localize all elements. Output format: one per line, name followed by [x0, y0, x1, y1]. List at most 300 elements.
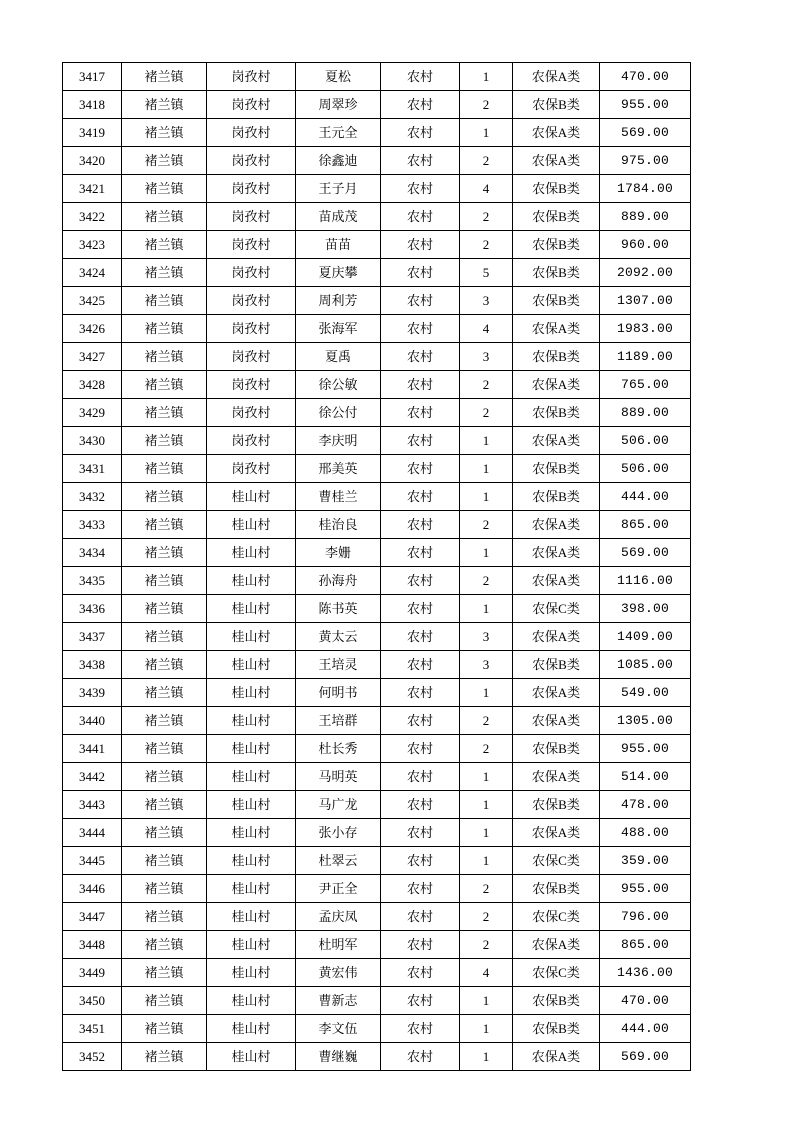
cell-village: 桂山村 — [207, 1043, 296, 1071]
cell-village: 桂山村 — [207, 847, 296, 875]
table-row — [63, 1043, 691, 1071]
cell-amount: 865.00 — [600, 511, 691, 539]
cell-category: 农保A类 — [513, 539, 600, 567]
cell-amount: 1409.00 — [600, 623, 691, 651]
cell-count: 4 — [460, 175, 513, 203]
cell-category: 农保C类 — [513, 903, 600, 931]
cell-category: 农保B类 — [513, 1015, 600, 1043]
cell-household-type: 农村 — [381, 147, 460, 175]
cell-category: 农保A类 — [513, 679, 600, 707]
table-row — [63, 371, 691, 399]
table-row — [63, 147, 691, 175]
cell-village: 桂山村 — [207, 735, 296, 763]
cell-id: 3418 — [63, 91, 122, 119]
cell-name: 张小存 — [296, 819, 381, 847]
cell-category: 农保A类 — [513, 371, 600, 399]
cell-amount: 506.00 — [600, 455, 691, 483]
cell-town: 褚兰镇 — [122, 119, 207, 147]
cell-count: 2 — [460, 875, 513, 903]
cell-village: 岗孜村 — [207, 287, 296, 315]
cell-household-type: 农村 — [381, 931, 460, 959]
cell-count: 3 — [460, 287, 513, 315]
cell-amount: 444.00 — [600, 1015, 691, 1043]
cell-town: 褚兰镇 — [122, 623, 207, 651]
table-row — [63, 483, 691, 511]
cell-household-type: 农村 — [381, 371, 460, 399]
cell-town: 褚兰镇 — [122, 651, 207, 679]
cell-amount: 960.00 — [600, 231, 691, 259]
cell-amount: 1085.00 — [600, 651, 691, 679]
cell-household-type: 农村 — [381, 791, 460, 819]
table-row — [63, 959, 691, 987]
cell-town: 褚兰镇 — [122, 539, 207, 567]
cell-id: 3425 — [63, 287, 122, 315]
cell-category: 农保A类 — [513, 511, 600, 539]
cell-count: 2 — [460, 371, 513, 399]
cell-id: 3436 — [63, 595, 122, 623]
cell-category: 农保B类 — [513, 791, 600, 819]
cell-id: 3445 — [63, 847, 122, 875]
cell-count: 2 — [460, 735, 513, 763]
cell-household-type: 农村 — [381, 875, 460, 903]
cell-amount: 569.00 — [600, 119, 691, 147]
cell-household-type: 农村 — [381, 511, 460, 539]
cell-town: 褚兰镇 — [122, 707, 207, 735]
cell-category: 农保B类 — [513, 259, 600, 287]
cell-id: 3447 — [63, 903, 122, 931]
cell-village: 桂山村 — [207, 651, 296, 679]
cell-town: 褚兰镇 — [122, 987, 207, 1015]
cell-household-type: 农村 — [381, 959, 460, 987]
cell-amount: 2092.00 — [600, 259, 691, 287]
cell-amount: 1784.00 — [600, 175, 691, 203]
cell-household-type: 农村 — [381, 595, 460, 623]
cell-name: 杜明军 — [296, 931, 381, 959]
cell-category: 农保B类 — [513, 231, 600, 259]
cell-town: 褚兰镇 — [122, 455, 207, 483]
cell-count: 2 — [460, 511, 513, 539]
cell-amount: 975.00 — [600, 147, 691, 175]
cell-household-type: 农村 — [381, 175, 460, 203]
cell-id: 3421 — [63, 175, 122, 203]
cell-id: 3434 — [63, 539, 122, 567]
cell-village: 岗孜村 — [207, 119, 296, 147]
cell-name: 李姗 — [296, 539, 381, 567]
table-row — [63, 315, 691, 343]
table-body — [63, 63, 691, 1071]
beneficiary-table — [62, 62, 691, 1071]
cell-household-type: 农村 — [381, 679, 460, 707]
table-row — [63, 231, 691, 259]
cell-count: 1 — [460, 847, 513, 875]
cell-amount: 865.00 — [600, 931, 691, 959]
cell-count: 1 — [460, 427, 513, 455]
cell-name: 孟庆凤 — [296, 903, 381, 931]
cell-count: 2 — [460, 707, 513, 735]
cell-category: 农保B类 — [513, 455, 600, 483]
cell-amount: 470.00 — [600, 63, 691, 91]
table-row — [63, 791, 691, 819]
cell-household-type: 农村 — [381, 63, 460, 91]
cell-name: 徐鑫迪 — [296, 147, 381, 175]
cell-town: 褚兰镇 — [122, 399, 207, 427]
cell-id: 3432 — [63, 483, 122, 511]
cell-category: 农保C类 — [513, 595, 600, 623]
cell-village: 岗孜村 — [207, 203, 296, 231]
cell-name: 王培群 — [296, 707, 381, 735]
cell-name: 杜长秀 — [296, 735, 381, 763]
cell-household-type: 农村 — [381, 567, 460, 595]
cell-id: 3452 — [63, 1043, 122, 1071]
cell-town: 褚兰镇 — [122, 959, 207, 987]
cell-count: 3 — [460, 623, 513, 651]
cell-name: 夏庆攀 — [296, 259, 381, 287]
cell-name: 桂治良 — [296, 511, 381, 539]
cell-count: 1 — [460, 539, 513, 567]
cell-town: 褚兰镇 — [122, 259, 207, 287]
cell-category: 农保A类 — [513, 1043, 600, 1071]
table-row — [63, 651, 691, 679]
cell-id: 3428 — [63, 371, 122, 399]
cell-id: 3443 — [63, 791, 122, 819]
table-row — [63, 119, 691, 147]
cell-household-type: 农村 — [381, 539, 460, 567]
cell-household-type: 农村 — [381, 1015, 460, 1043]
cell-village: 桂山村 — [207, 959, 296, 987]
cell-village: 岗孜村 — [207, 175, 296, 203]
table-row — [63, 819, 691, 847]
cell-amount: 955.00 — [600, 875, 691, 903]
table-row — [63, 511, 691, 539]
cell-name: 夏松 — [296, 63, 381, 91]
cell-category: 农保A类 — [513, 567, 600, 595]
cell-town: 褚兰镇 — [122, 287, 207, 315]
cell-id: 3423 — [63, 231, 122, 259]
cell-village: 岗孜村 — [207, 399, 296, 427]
cell-count: 1 — [460, 819, 513, 847]
cell-amount: 444.00 — [600, 483, 691, 511]
cell-town: 褚兰镇 — [122, 791, 207, 819]
cell-name: 周利芳 — [296, 287, 381, 315]
table-row — [63, 595, 691, 623]
cell-name: 何明书 — [296, 679, 381, 707]
cell-id: 3451 — [63, 1015, 122, 1043]
cell-id: 3442 — [63, 763, 122, 791]
cell-id: 3439 — [63, 679, 122, 707]
cell-town: 褚兰镇 — [122, 903, 207, 931]
table-row — [63, 623, 691, 651]
cell-household-type: 农村 — [381, 203, 460, 231]
cell-id: 3438 — [63, 651, 122, 679]
cell-count: 2 — [460, 567, 513, 595]
cell-name: 曹新志 — [296, 987, 381, 1015]
cell-town: 褚兰镇 — [122, 847, 207, 875]
cell-town: 褚兰镇 — [122, 147, 207, 175]
cell-town: 褚兰镇 — [122, 63, 207, 91]
cell-amount: 889.00 — [600, 399, 691, 427]
table-row — [63, 539, 691, 567]
cell-id: 3422 — [63, 203, 122, 231]
cell-id: 3435 — [63, 567, 122, 595]
cell-count: 1 — [460, 595, 513, 623]
cell-amount: 955.00 — [600, 91, 691, 119]
cell-amount: 549.00 — [600, 679, 691, 707]
cell-name: 曹桂兰 — [296, 483, 381, 511]
cell-name: 尹正全 — [296, 875, 381, 903]
cell-count: 4 — [460, 959, 513, 987]
cell-count: 5 — [460, 259, 513, 287]
cell-name: 李庆明 — [296, 427, 381, 455]
cell-household-type: 农村 — [381, 735, 460, 763]
cell-count: 3 — [460, 343, 513, 371]
table-row — [63, 399, 691, 427]
cell-name: 周翠珍 — [296, 91, 381, 119]
cell-household-type: 农村 — [381, 343, 460, 371]
cell-town: 褚兰镇 — [122, 427, 207, 455]
cell-amount: 470.00 — [600, 987, 691, 1015]
cell-id: 3431 — [63, 455, 122, 483]
cell-id: 3440 — [63, 707, 122, 735]
table-row — [63, 987, 691, 1015]
cell-village: 桂山村 — [207, 511, 296, 539]
cell-name: 徐公付 — [296, 399, 381, 427]
cell-village: 桂山村 — [207, 567, 296, 595]
cell-household-type: 农村 — [381, 119, 460, 147]
cell-household-type: 农村 — [381, 819, 460, 847]
cell-household-type: 农村 — [381, 1043, 460, 1071]
cell-town: 褚兰镇 — [122, 819, 207, 847]
cell-category: 农保A类 — [513, 707, 600, 735]
cell-category: 农保A类 — [513, 315, 600, 343]
cell-amount: 506.00 — [600, 427, 691, 455]
cell-village: 岗孜村 — [207, 455, 296, 483]
cell-count: 2 — [460, 203, 513, 231]
cell-town: 褚兰镇 — [122, 931, 207, 959]
cell-town: 褚兰镇 — [122, 595, 207, 623]
cell-name: 王元全 — [296, 119, 381, 147]
cell-count: 1 — [460, 791, 513, 819]
cell-village: 岗孜村 — [207, 91, 296, 119]
cell-household-type: 农村 — [381, 623, 460, 651]
cell-village: 岗孜村 — [207, 63, 296, 91]
cell-name: 黄宏伟 — [296, 959, 381, 987]
cell-category: 农保B类 — [513, 203, 600, 231]
table-row — [63, 903, 691, 931]
cell-count: 1 — [460, 987, 513, 1015]
table-row — [63, 455, 691, 483]
cell-village: 岗孜村 — [207, 315, 296, 343]
cell-amount: 1305.00 — [600, 707, 691, 735]
cell-category: 农保A类 — [513, 763, 600, 791]
table-row — [63, 175, 691, 203]
cell-name: 杜翠云 — [296, 847, 381, 875]
cell-village: 桂山村 — [207, 819, 296, 847]
cell-village: 桂山村 — [207, 539, 296, 567]
cell-town: 褚兰镇 — [122, 371, 207, 399]
cell-amount: 1436.00 — [600, 959, 691, 987]
cell-village: 岗孜村 — [207, 427, 296, 455]
cell-town: 褚兰镇 — [122, 1015, 207, 1043]
cell-town: 褚兰镇 — [122, 315, 207, 343]
cell-category: 农保C类 — [513, 959, 600, 987]
cell-count: 1 — [460, 679, 513, 707]
cell-category: 农保B类 — [513, 651, 600, 679]
table-row — [63, 735, 691, 763]
cell-category: 农保A类 — [513, 819, 600, 847]
cell-id: 3450 — [63, 987, 122, 1015]
cell-amount: 765.00 — [600, 371, 691, 399]
cell-amount: 1983.00 — [600, 315, 691, 343]
cell-amount: 569.00 — [600, 1043, 691, 1071]
cell-village: 桂山村 — [207, 903, 296, 931]
cell-town: 褚兰镇 — [122, 203, 207, 231]
cell-name: 马广龙 — [296, 791, 381, 819]
cell-village: 桂山村 — [207, 595, 296, 623]
cell-id: 3426 — [63, 315, 122, 343]
cell-id: 3448 — [63, 931, 122, 959]
cell-category: 农保B类 — [513, 175, 600, 203]
cell-id: 3430 — [63, 427, 122, 455]
table-row — [63, 875, 691, 903]
cell-village: 桂山村 — [207, 623, 296, 651]
cell-name: 徐公敏 — [296, 371, 381, 399]
table-row — [63, 91, 691, 119]
cell-count: 1 — [460, 483, 513, 511]
table-row — [63, 287, 691, 315]
cell-town: 褚兰镇 — [122, 231, 207, 259]
cell-amount: 488.00 — [600, 819, 691, 847]
cell-id: 3449 — [63, 959, 122, 987]
cell-count: 2 — [460, 91, 513, 119]
cell-count: 3 — [460, 651, 513, 679]
cell-village: 桂山村 — [207, 791, 296, 819]
table-row — [63, 763, 691, 791]
cell-id: 3444 — [63, 819, 122, 847]
cell-village: 岗孜村 — [207, 343, 296, 371]
cell-name: 邢美英 — [296, 455, 381, 483]
cell-name: 王培灵 — [296, 651, 381, 679]
cell-id: 3437 — [63, 623, 122, 651]
cell-amount: 889.00 — [600, 203, 691, 231]
cell-name: 苗成茂 — [296, 203, 381, 231]
cell-village: 桂山村 — [207, 763, 296, 791]
cell-town: 褚兰镇 — [122, 1043, 207, 1071]
cell-count: 2 — [460, 231, 513, 259]
cell-count: 1 — [460, 763, 513, 791]
cell-amount: 359.00 — [600, 847, 691, 875]
cell-id: 3420 — [63, 147, 122, 175]
cell-category: 农保B类 — [513, 399, 600, 427]
cell-town: 褚兰镇 — [122, 735, 207, 763]
cell-village: 桂山村 — [207, 875, 296, 903]
cell-amount: 1189.00 — [600, 343, 691, 371]
cell-village: 桂山村 — [207, 679, 296, 707]
cell-amount: 478.00 — [600, 791, 691, 819]
cell-name: 张海军 — [296, 315, 381, 343]
cell-village: 桂山村 — [207, 707, 296, 735]
cell-household-type: 农村 — [381, 287, 460, 315]
cell-amount: 955.00 — [600, 735, 691, 763]
cell-household-type: 农村 — [381, 315, 460, 343]
cell-name: 马明英 — [296, 763, 381, 791]
cell-count: 1 — [460, 119, 513, 147]
cell-amount: 569.00 — [600, 539, 691, 567]
cell-household-type: 农村 — [381, 455, 460, 483]
cell-id: 3429 — [63, 399, 122, 427]
cell-village: 岗孜村 — [207, 147, 296, 175]
cell-category: 农保A类 — [513, 931, 600, 959]
table-row — [63, 259, 691, 287]
cell-town: 褚兰镇 — [122, 511, 207, 539]
cell-count: 4 — [460, 315, 513, 343]
cell-category: 农保B类 — [513, 987, 600, 1015]
cell-name: 黄太云 — [296, 623, 381, 651]
cell-household-type: 农村 — [381, 91, 460, 119]
cell-town: 褚兰镇 — [122, 763, 207, 791]
cell-village: 桂山村 — [207, 931, 296, 959]
cell-id: 3419 — [63, 119, 122, 147]
table-row — [63, 1015, 691, 1043]
cell-household-type: 农村 — [381, 483, 460, 511]
cell-name: 陈书英 — [296, 595, 381, 623]
cell-name: 王子月 — [296, 175, 381, 203]
cell-household-type: 农村 — [381, 651, 460, 679]
cell-count: 2 — [460, 903, 513, 931]
cell-id: 3427 — [63, 343, 122, 371]
cell-count: 1 — [460, 63, 513, 91]
cell-household-type: 农村 — [381, 231, 460, 259]
cell-town: 褚兰镇 — [122, 483, 207, 511]
cell-household-type: 农村 — [381, 847, 460, 875]
table-row — [63, 63, 691, 91]
cell-name: 孙海舟 — [296, 567, 381, 595]
table-row — [63, 679, 691, 707]
cell-category: 农保A类 — [513, 147, 600, 175]
cell-town: 褚兰镇 — [122, 875, 207, 903]
cell-village: 岗孜村 — [207, 231, 296, 259]
table-row — [63, 931, 691, 959]
cell-household-type: 农村 — [381, 903, 460, 931]
cell-name: 夏禹 — [296, 343, 381, 371]
cell-count: 2 — [460, 931, 513, 959]
cell-town: 褚兰镇 — [122, 679, 207, 707]
cell-town: 褚兰镇 — [122, 91, 207, 119]
cell-id: 3446 — [63, 875, 122, 903]
table-row — [63, 707, 691, 735]
cell-category: 农保A类 — [513, 623, 600, 651]
cell-town: 褚兰镇 — [122, 567, 207, 595]
cell-village: 岗孜村 — [207, 259, 296, 287]
cell-amount: 1307.00 — [600, 287, 691, 315]
cell-count: 2 — [460, 399, 513, 427]
cell-household-type: 农村 — [381, 987, 460, 1015]
cell-amount: 398.00 — [600, 595, 691, 623]
cell-category: 农保A类 — [513, 119, 600, 147]
cell-count: 2 — [460, 147, 513, 175]
cell-household-type: 农村 — [381, 763, 460, 791]
cell-category: 农保B类 — [513, 875, 600, 903]
cell-id: 3417 — [63, 63, 122, 91]
cell-category: 农保B类 — [513, 483, 600, 511]
cell-town: 褚兰镇 — [122, 175, 207, 203]
cell-household-type: 农村 — [381, 399, 460, 427]
cell-category: 农保C类 — [513, 847, 600, 875]
cell-amount: 514.00 — [600, 763, 691, 791]
cell-name: 李文伍 — [296, 1015, 381, 1043]
cell-name: 曹继巍 — [296, 1043, 381, 1071]
table-row — [63, 427, 691, 455]
cell-household-type: 农村 — [381, 707, 460, 735]
